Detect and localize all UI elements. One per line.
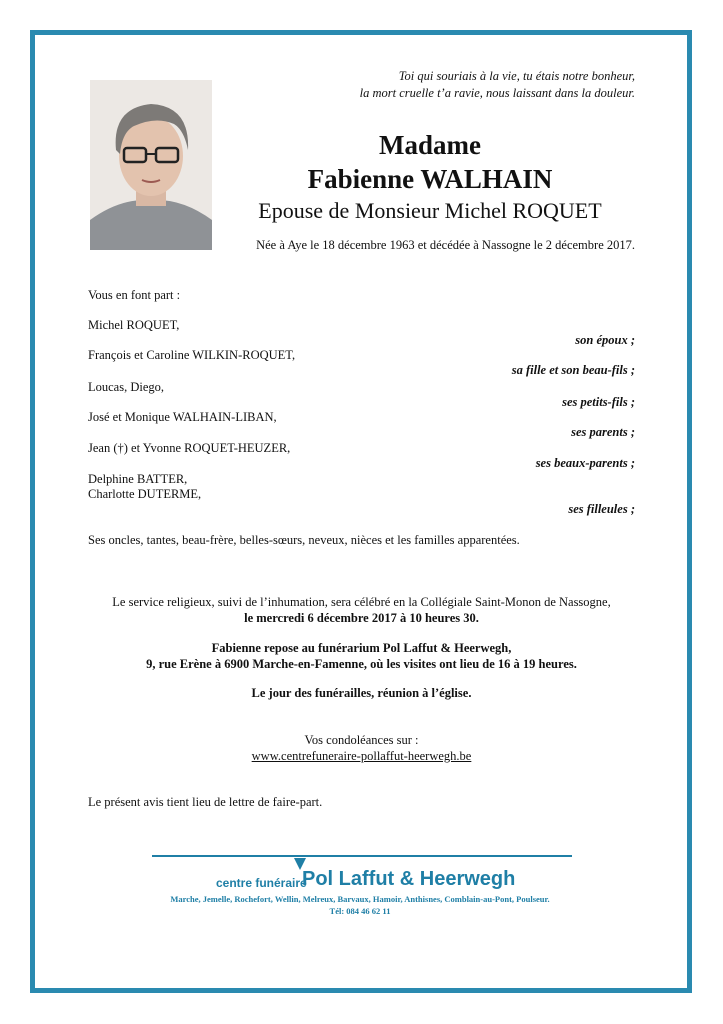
logo-brand-name: Pol Laffut & Heerwegh xyxy=(302,868,516,890)
family-name-6b: Charlotte DUTERME, xyxy=(88,487,202,501)
family-relation-3: ses petits-fils ; xyxy=(562,395,635,409)
family-name-4: José et Monique WALHAIN-LIBAN, xyxy=(88,410,277,424)
gathering-note: Le jour des funérailles, réunion à l’église. xyxy=(251,686,472,700)
service-line-1: Le service religieux, suivi de l’inhumation, sera célébré en la Collégiale Saint-Monon de Nassogne, xyxy=(112,595,611,609)
birth-death-dates: Née à Aye le 18 décembre 1963 et décédée à Nassogne le 2 décembre 2017. xyxy=(256,238,635,252)
closing-note: Le présent avis tient lieu de lettre de faire-part. xyxy=(88,795,323,809)
spouse-line: Epouse de Monsieur Michel ROQUET xyxy=(258,198,602,223)
family-name-2: François et Caroline WILKIN-ROQUET, xyxy=(88,348,296,362)
family-name-3: Loucas, Diego, xyxy=(88,380,165,394)
family-relation-6: ses filleules ; xyxy=(568,502,635,516)
extended-family: Ses oncles, tantes, beau-frère, belles-sœurs, neveux, nièces et les familles apparentées. xyxy=(88,533,520,547)
condolences-label: Vos condoléances sur : xyxy=(304,733,419,747)
repose-line-1: Fabienne repose au funérarium Pol Laffut & Heerwegh, xyxy=(211,641,512,655)
poem-line-1: Toi qui souriais à la vie, tu étais notre bonheur, xyxy=(398,69,635,83)
family-relation-2: sa fille et son beau-fils ; xyxy=(511,363,635,377)
poem xyxy=(360,68,635,102)
logo-subtitle: centre funéraire xyxy=(216,876,307,890)
family-name-1: Michel ROQUET, xyxy=(88,318,180,332)
logo-divider xyxy=(152,855,572,857)
family-relation-5: ses beaux-parents ; xyxy=(535,456,635,470)
poem-line-2: la mort cruelle t’a ravie, nous laissant dans la douleur. xyxy=(359,86,635,100)
announcement-intro: Vous en font part : xyxy=(88,288,181,302)
logo-locations: Marche, Jemelle, Rochefort, Wellin, Melreux, Barvaux, Hamoir, Anthisnes, Comblain-au-Pont, Poulseur. xyxy=(170,894,550,904)
service-line-2: le mercredi 6 décembre 2017 à 10 heures 30. xyxy=(244,611,479,625)
portrait-illustration xyxy=(90,80,212,250)
condolences-link[interactable]: www.centrefuneraire-pollaffut-heerwegh.be xyxy=(251,749,472,763)
logo-phone: Tél: 084 46 62 11 xyxy=(329,906,391,916)
portrait-photo xyxy=(90,80,212,250)
family-relation-4: ses parents ; xyxy=(571,425,635,439)
deceased-name: Fabienne WALHAIN xyxy=(307,164,553,194)
family-name-6a: Delphine BATTER, xyxy=(88,472,188,486)
family-relation-1: son époux ; xyxy=(575,333,635,347)
family-name-5: Jean (†) et Yvonne ROQUET-HEUZER, xyxy=(88,441,291,455)
repose-line-2: 9, rue Erène à 6900 Marche-en-Famenne, où les visites ont lieu de 16 à 19 heures. xyxy=(146,657,577,671)
honorific: Madame xyxy=(379,130,481,160)
